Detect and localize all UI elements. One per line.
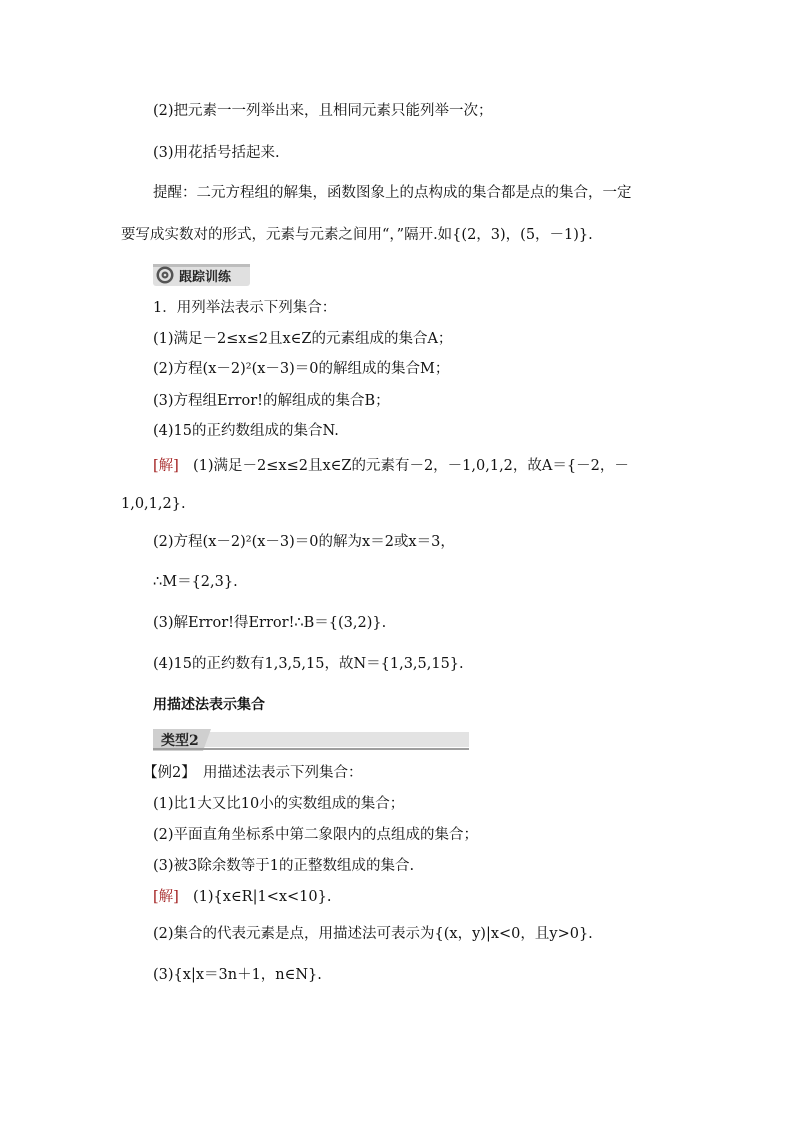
- type-badge-graphic: [153, 729, 469, 751]
- solution-2-tag: [解]: [153, 889, 179, 905]
- solution-1-a1-line1: (1)满足－2≤x≤2且x∈Z的元素有－2，－1,0,1,2，故A＝{－2，－: [193, 458, 629, 474]
- follow-training-badge: [153, 264, 250, 286]
- solution-1-a1-line2: 1,0,1,2}.: [121, 496, 186, 512]
- exercise-q4: (4)15的正约数组成的集合N.: [153, 423, 339, 439]
- hint-line-2: 要写成实数对的形式，元素与元素之间用“，”隔开.如{(2，3)，(5，－1)}.: [121, 227, 593, 243]
- example-2-q3: (3)被3除余数等于1的正整数组成的集合.: [153, 858, 415, 874]
- solution-1-tag: [解]: [153, 458, 179, 474]
- exercise-q3: (3)方程组Error!的解组成的集合B；: [153, 393, 390, 409]
- solution-1-a4: (4)15的正约数有1,3,5,15，故N＝{1,3,5,15}.: [153, 656, 464, 672]
- solution-1-a2-line2: ∴M＝{2,3}.: [153, 574, 238, 590]
- follow-training-label: 跟踪训练: [179, 270, 232, 285]
- exercise-title: 1．用列举法表示下列集合：: [153, 300, 337, 316]
- solution-1-a3: (3)解Error!得Error!∴B＝{(3,2)}.: [153, 615, 387, 631]
- solution-2-a3: (3){x|x＝3n＋1，n∈N}.: [153, 967, 322, 983]
- section-title: 用描述法表示集合: [153, 697, 265, 713]
- solution-2-a1: (1){x∈R|1<x<10}.: [193, 889, 332, 905]
- solution-2-a2: (2)集合的代表元素是点，用描述法可表示为{(x，y)|x<0，且y>0}.: [153, 926, 593, 942]
- intro-step-2: (2)把元素一一列举出来，且相同元素只能列举一次；: [153, 103, 493, 119]
- solution-1-a2-line1: (2)方程(x－2)²(x－3)＝0的解为x＝2或x＝3，: [153, 534, 455, 550]
- hint-line-1: 提醒：二元方程组的解集，函数图象上的点构成的集合都是点的集合，一定: [153, 185, 632, 201]
- example-2-q2: (2)平面直角坐标系中第二象限内的点组成的集合；: [153, 827, 479, 843]
- type-badge: [153, 729, 469, 751]
- example-2-title: 【例2】 用描述法表示下列集合：: [143, 765, 363, 781]
- target-icon: [157, 267, 174, 284]
- example-2-q1: (1)比1大又比10小的实数组成的集合；: [153, 796, 405, 812]
- type-badge-label: 类型2: [161, 733, 199, 749]
- exercise-q1: (1)满足－2≤x≤2且x∈Z的元素组成的集合A；: [153, 331, 453, 347]
- intro-step-3: (3)用花括号括起来.: [153, 145, 280, 161]
- exercise-q2: (2)方程(x－2)²(x－3)＝0的解组成的集合M；: [153, 361, 450, 377]
